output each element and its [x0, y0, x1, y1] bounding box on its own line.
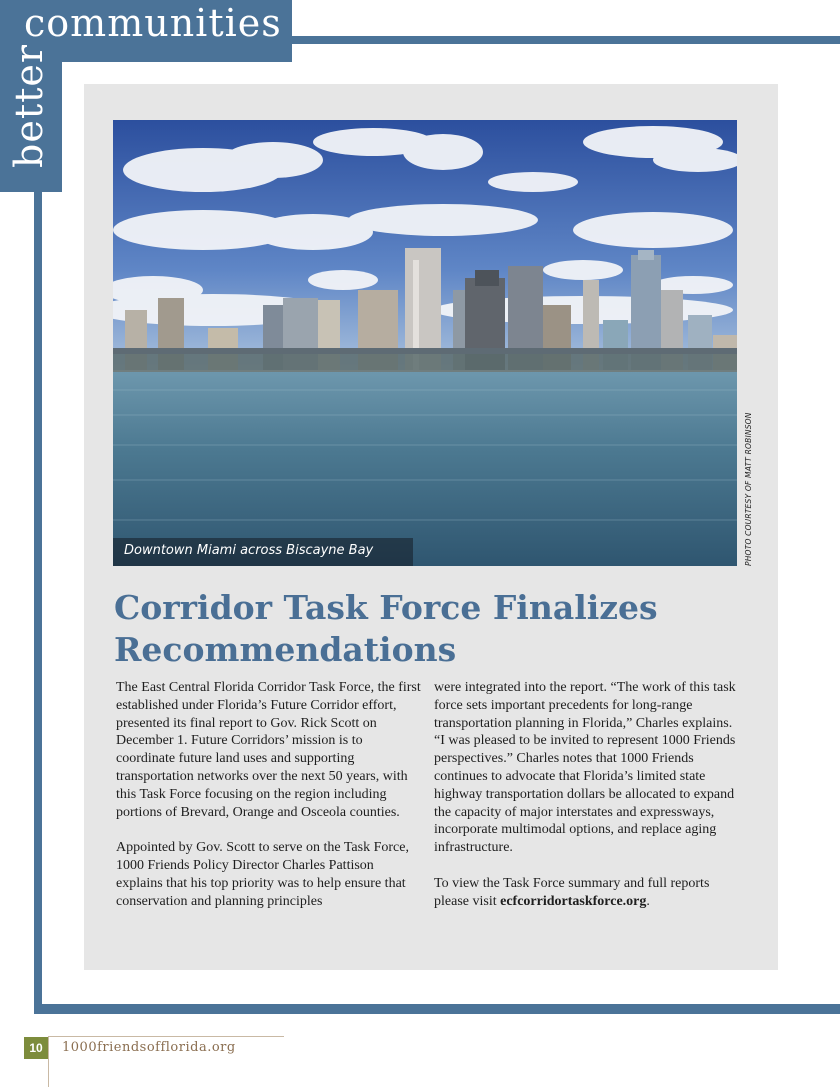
- article-paragraph: Appointed by Gov. Scott to serve on the Task Force, 1000 Friends Policy Director Charles Pattison explains that his top priority was to help ensure that conservation and planning principles: [116, 840, 409, 909]
- closing-text: To view the Task Force summary and full reports please visit: [434, 875, 710, 909]
- article-column-left: [116, 679, 422, 928]
- photo-caption-bar: [113, 538, 413, 566]
- page-number: 10: [24, 1037, 48, 1059]
- frame-bottom-bar: [34, 1004, 840, 1014]
- miami-skyline-photo: [113, 120, 737, 566]
- closing-punctuation: .: [646, 893, 650, 909]
- section-word-better: better: [7, 43, 51, 168]
- article-closing-paragraph: [434, 875, 740, 911]
- photo-caption: Downtown Miami across Biscayne Bay: [124, 543, 374, 558]
- footer-vertical-rule: [48, 1036, 49, 1087]
- frame-left-bar: [34, 186, 42, 1014]
- frame-top-bar: [292, 36, 840, 44]
- section-word-communities: communities: [24, 1, 282, 45]
- article-paragraph: were integrated into the report. “The work of this task force sets important precedents for long-range transportation planning in Florida,” Charles explains. “I was pleased to be invited to represent 1000 Friends perspectives.” Charles notes that 1000 Friends continues to advocate that Florida’s limited state highway transportation dollars be allocated to expand the capacity of major interstates and expressways, incorporate multimodal options, and replace aging infrastructure.: [434, 680, 736, 856]
- footer-rule: [48, 1036, 284, 1037]
- photo-credit: PHOTO COURTESY OF MATT ROBINSON: [744, 412, 753, 566]
- article-headline: Corridor Task Force Finalizes Recommendations: [114, 588, 658, 669]
- footer-website: 1000friendsofflorida.org: [62, 1040, 236, 1055]
- article-column-right: [434, 679, 740, 928]
- task-force-website-link[interactable]: ecfcorridortaskforce.org: [500, 893, 647, 909]
- article-paragraph: The East Central Florida Corridor Task Force, the first established under Florida’s Future Corridor effort, presented its final report to Gov. Rick Scott on December 1. Future Corridors’ mission is to coordinate future land uses and supporting transportation networks over the next 50 years, with this Task Force focusing on the region including portions of Brevard, Orange and Osceola counties.: [116, 680, 421, 820]
